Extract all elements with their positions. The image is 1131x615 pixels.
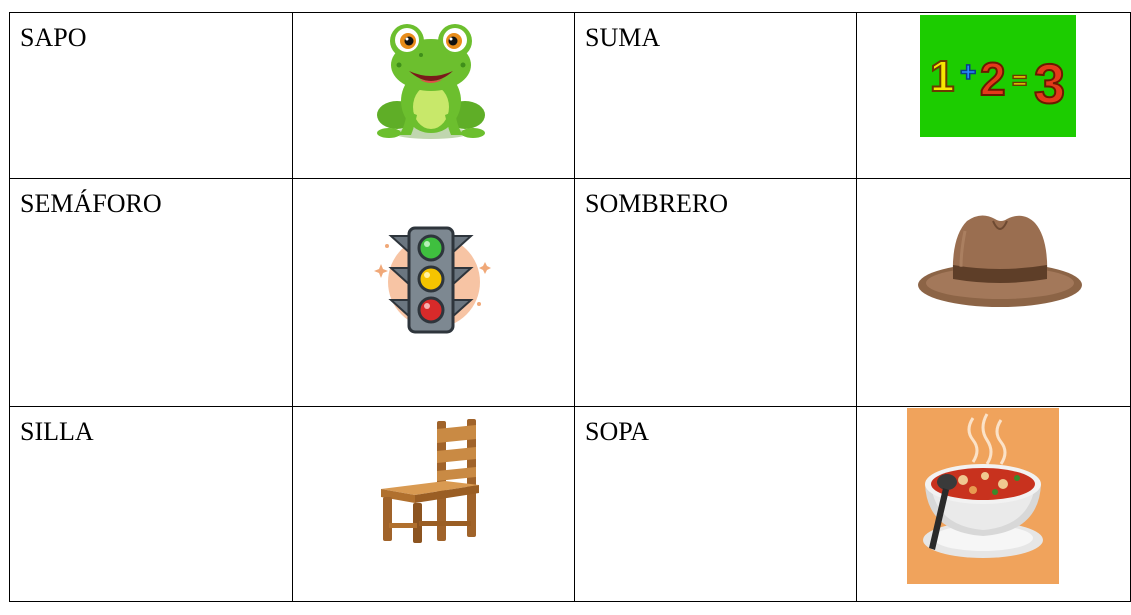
word-semaforo: SEMÁFORO — [20, 189, 162, 218]
equation-operator: + — [960, 56, 977, 87]
picture-cell — [293, 13, 575, 179]
word-suma: SUMA — [585, 23, 661, 52]
vocabulary-table — [9, 12, 1131, 602]
picture-cell — [293, 179, 575, 407]
table-row — [10, 179, 1131, 407]
equation-a: 1 — [930, 52, 955, 101]
word-cell — [10, 13, 293, 179]
traffic-light-icon — [369, 224, 493, 336]
table-row — [10, 13, 1131, 179]
equation-equals: = — [1012, 65, 1028, 95]
picture-cell — [857, 179, 1131, 407]
soup-icon — [907, 408, 1059, 584]
frog-icon — [375, 15, 487, 143]
word-cell — [575, 13, 857, 179]
table-row — [10, 407, 1131, 602]
addition-icon — [920, 15, 1076, 137]
equation-b: 2 — [980, 53, 1006, 105]
word-silla: SILLA — [20, 417, 94, 446]
word-sopa: SOPA — [585, 417, 650, 446]
word-cell — [10, 407, 293, 602]
word-sapo: SAPO — [20, 23, 87, 52]
chair-icon — [375, 417, 483, 545]
word-cell — [575, 407, 857, 602]
word-cell — [10, 179, 293, 407]
hat-icon — [915, 207, 1085, 311]
picture-cell — [293, 407, 575, 602]
picture-cell — [857, 407, 1131, 602]
word-cell — [575, 179, 857, 407]
word-sombrero: SOMBRERO — [585, 189, 729, 218]
picture-cell — [857, 13, 1131, 179]
equation-result: 3 — [1034, 52, 1066, 115]
